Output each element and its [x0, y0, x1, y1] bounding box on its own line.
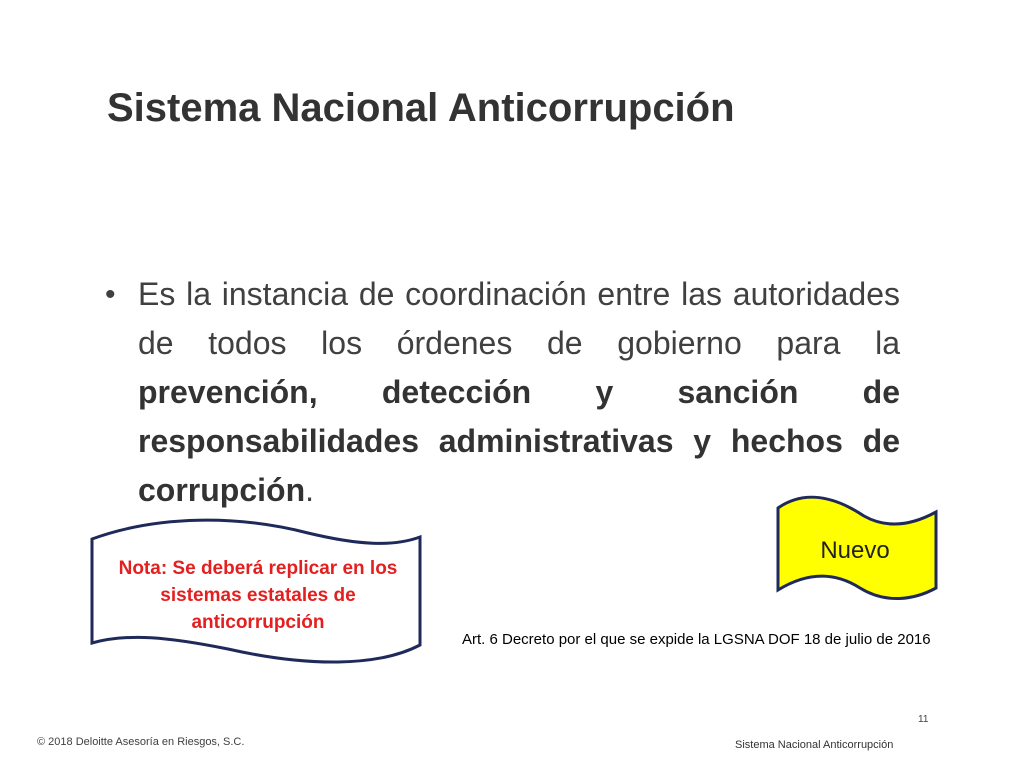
bullet-marker: • [105, 278, 116, 311]
page-number: 11 [918, 714, 929, 725]
slide-title: Sistema Nacional Anticorrupción [107, 86, 735, 130]
footer-section-title: Sistema Nacional Anticorrupción [735, 739, 894, 751]
bullet-point [105, 270, 900, 515]
footer-copyright: © 2018 Deloitte Asesoría en Riesgos, S.C. [37, 736, 245, 748]
new-badge-label: Nuevo [820, 537, 890, 564]
bullet-emphasis-text: prevención, detección y sanción de responsabilidades administrativas y hechos de corrupción [138, 374, 900, 508]
bullet-text [138, 270, 900, 515]
bullet-intro-text: Es la instancia de coordinación entre las autoridades de todos los órdenes de gobierno para la [138, 276, 900, 361]
source-reference: Art. 6 Decreto por el que se expide la LGSNA DOF 18 de julio de 2016 [462, 631, 931, 648]
bullet-end-text: . [305, 472, 315, 508]
note-text: Nota: Se deberá replicar en los sistemas estatales de anticorrupción [118, 558, 398, 633]
